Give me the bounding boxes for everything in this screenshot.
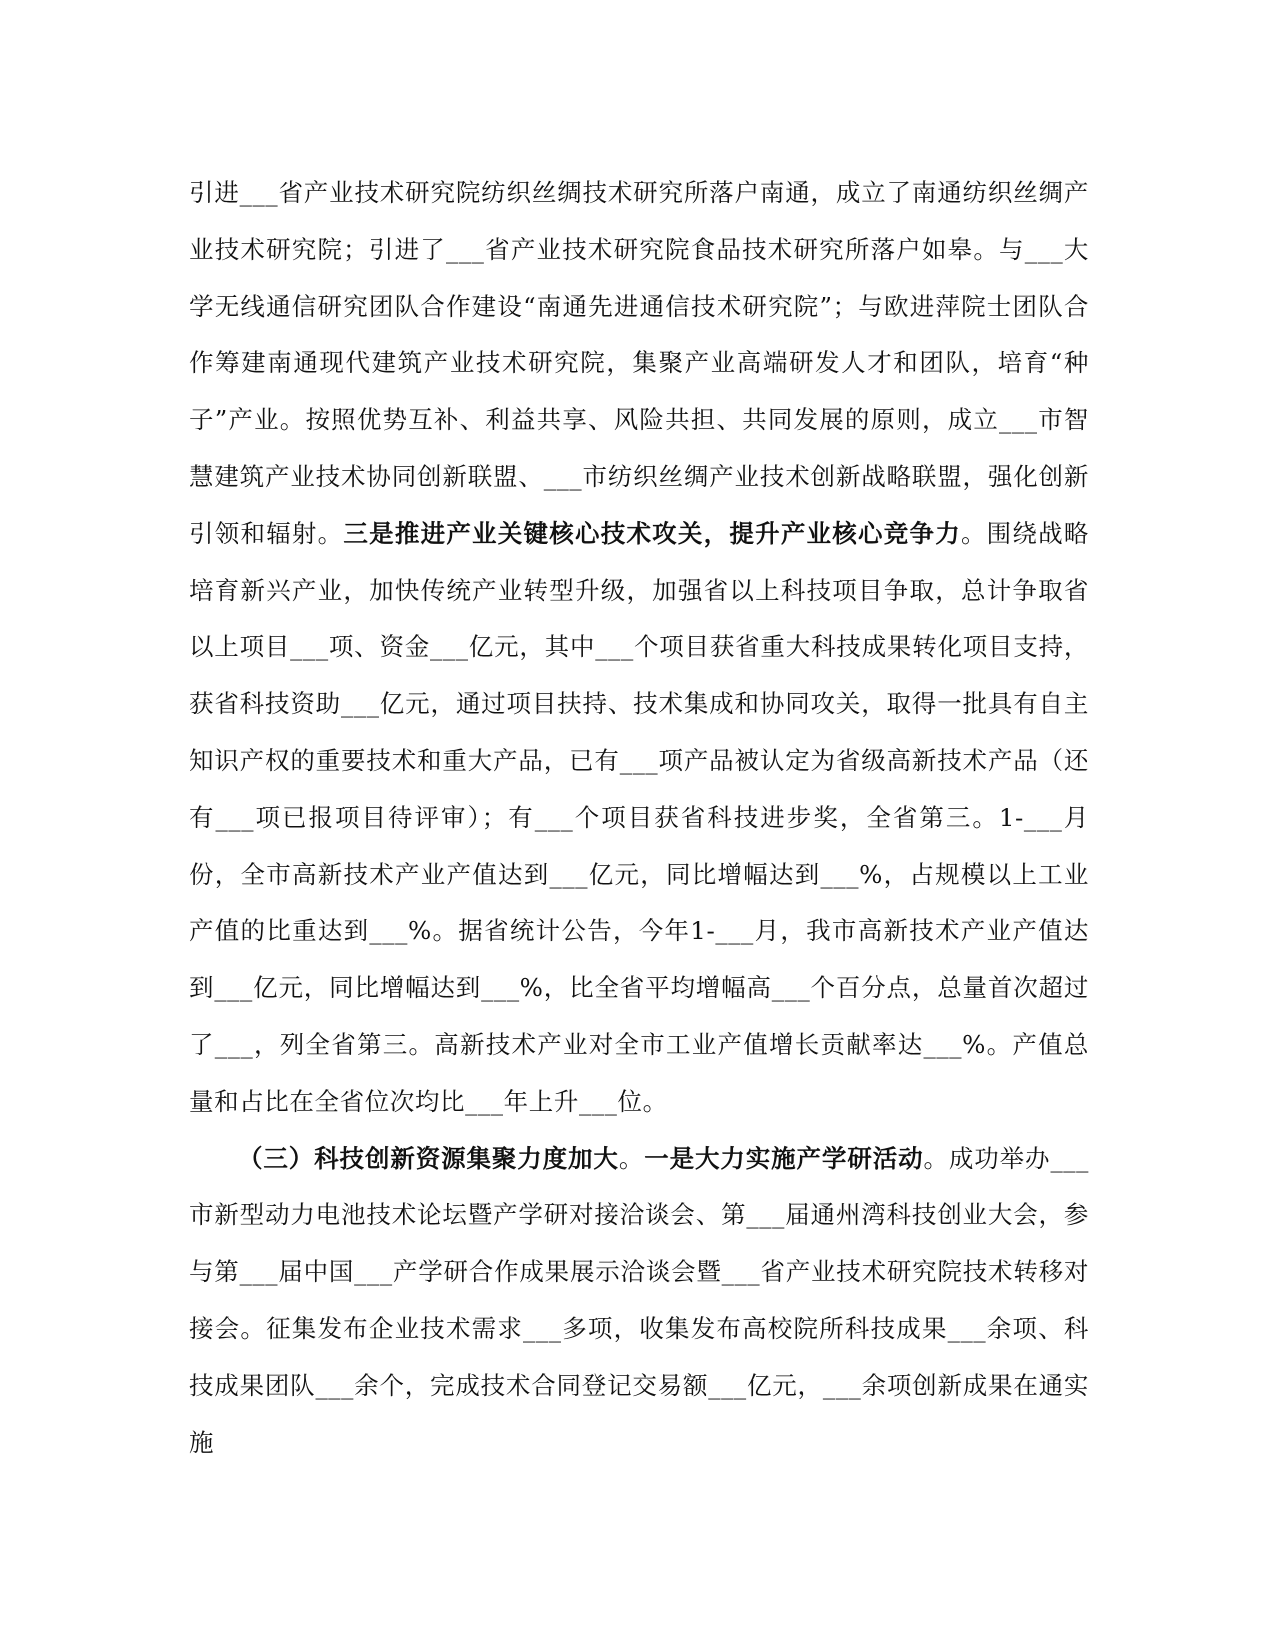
- paragraph-1-bold-heading: 三是推进产业关键核心技术攻关，提升产业核心竞争力: [343, 518, 961, 548]
- paragraph-2-run-4: 。成功举办___市新型动力电池技术论坛暨产学研对接洽谈会、第___届通州湾科技创业大会，参与第___届中国___产学研合作成果展示洽谈会暨___省产业技术研究院技术转移对接会。征集发布企业技术需求___多项，收集发布高校院所科技成果___余项、科技成果团队___余个，完成技术合同登记交易额___亿元，___余项创新成果在通实施: [189, 1143, 1089, 1457]
- paragraph-2-run-2: 。: [618, 1143, 645, 1173]
- paragraph-1-run-1: 引进___省产业技术研究院纺织丝绸技术研究所落户南通，成立了南通纺织丝绸产业技术研究院；引进了___省产业技术研究院食品技术研究所落户如皋。与___大学无线通信研究团队合作建设“南通先进通信技术研究院”；与欧进萍院士团队合作筹建南通现代建筑产业技术研究院，集聚产业高端研发人才和团队，培育“种子”产业。按照优势互补、利益共享、风险共担、共同发展的原则，成立___市智慧建筑产业技术协同创新联盟、___市纺织丝绸产业技术创新战略联盟，强化创新引领和辐射。: [189, 178, 1089, 548]
- paragraph-2-bold-heading: 一是大力实施产学研活动: [644, 1143, 924, 1173]
- paragraph-1: [189, 165, 1089, 1131]
- paragraph-1-run-3: 。围绕战略培育新兴产业，加快传统产业转型升级，加强省以上科技项目争取，总计争取省以上项目___项、资金___亿元，其中___个项目获省重大科技成果转化项目支持，获省科技资助___亿元，通过项目扶持、技术集成和协同攻关，取得一批具有自主知识产权的重要技术和重大产品，已有___项产品被认定为省级高新技术产品（还有___项已报项目待评审）；有___个项目获省科技进步奖，全省第三。1-___月份，全市高新技术产业产值达到___亿元，同比增幅达到___%，占规模以上工业产值的比重达到___%。据省统计公告，今年1-___月，我市高新技术产业产值达到___亿元，同比增幅达到___%，比全省平均增幅高___个百分点，总量首次超过了___，列全省第三。高新技术产业对全市工业产值增长贡献率达___%。产值总量和占比在全省位次均比___年上升___位。: [189, 518, 1089, 1116]
- paragraph-2: [189, 1131, 1089, 1472]
- section-heading: （三）科技创新资源集聚力度加大: [238, 1143, 619, 1173]
- document-page: [189, 165, 1089, 1471]
